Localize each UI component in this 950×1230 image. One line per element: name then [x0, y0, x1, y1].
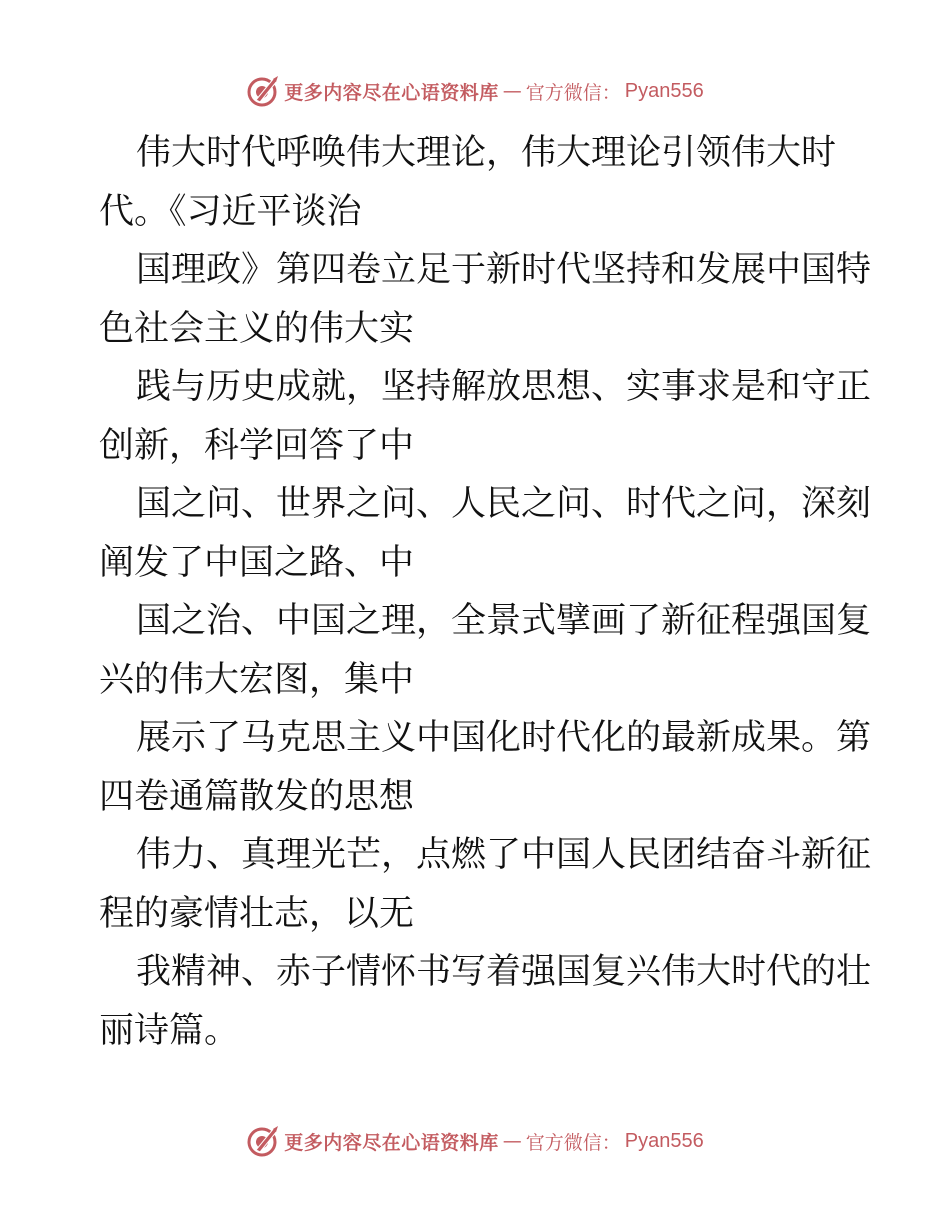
paragraph-line: 国理政》第四卷立足于新时代坚持和发展中国特	[136, 250, 872, 290]
footer-banner-inner	[246, 1124, 704, 1158]
paragraph-line: 丽诗篇。	[99, 1010, 240, 1051]
paragraph-line: 展示了马克思主义中国化时代化的最新成果。第	[136, 718, 872, 758]
paragraph-line: 阐发了中国之路、中	[99, 542, 415, 583]
paragraph-line: 国之问、世界之问、人民之问、时代之问，深刻	[136, 484, 872, 524]
paragraph-line: 伟大时代呼唤伟大理论，伟大理论引领伟大时	[136, 133, 837, 173]
paragraph-line: 程的豪情壮志，以无	[99, 893, 415, 934]
quill-logo-icon	[246, 1124, 280, 1158]
quill-logo-icon	[246, 74, 280, 108]
footer-brand-text: 更多内容尽在心语资料库	[284, 1131, 499, 1154]
header-banner-inner	[246, 74, 704, 108]
footer-banner	[0, 1121, 950, 1161]
paragraph-line: 践与历史成就，坚持解放思想、实事求是和守正	[136, 367, 872, 407]
paragraph-line: 色社会主义的伟大实	[99, 308, 415, 349]
header-brand-text: 更多内容尽在心语资料库	[284, 81, 499, 104]
paragraph-line: 伟力、真理光芒，点燃了中国人民团结奋斗新征	[136, 835, 872, 875]
paragraph-line: 创新，科学回答了中	[99, 425, 415, 466]
header-banner	[0, 71, 950, 111]
paragraph-line: 兴的伟大宏图，集中	[99, 659, 415, 700]
header-wechat-id: Pyan556	[624, 79, 704, 102]
footer-dash: —	[502, 1130, 522, 1152]
footer-wechat-id: Pyan556	[624, 1129, 704, 1152]
footer-wechat-label: 官方微信：	[525, 1131, 621, 1154]
paragraph-line: 四卷通篇散发的思想	[99, 776, 415, 817]
document-body	[99, 124, 872, 1060]
header-dash: —	[502, 80, 522, 102]
paragraph-line: 代。《习近平谈治	[99, 191, 362, 232]
paragraph-line: 国之治、中国之理，全景式擘画了新征程强国复	[136, 601, 872, 641]
paragraph-line: 我精神、赤子情怀书写着强国复兴伟大时代的壮	[136, 952, 872, 992]
header-wechat-label: 官方微信：	[525, 81, 621, 104]
